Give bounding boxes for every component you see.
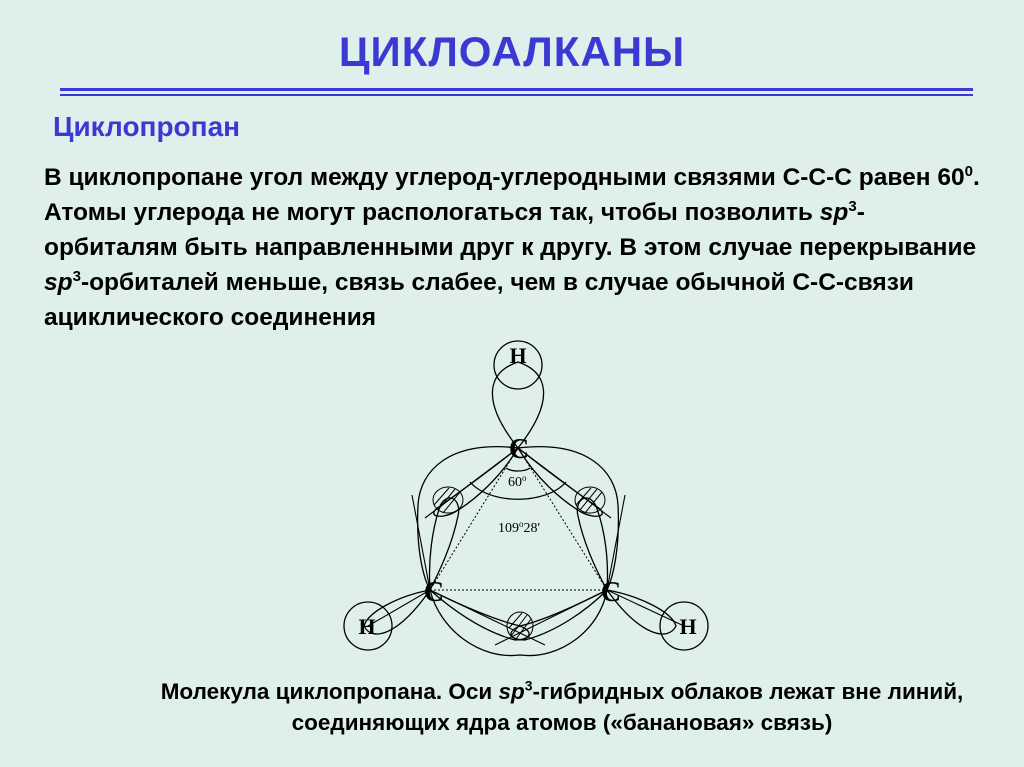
title-rule-thin xyxy=(60,94,973,96)
paragraph-sup-degree: 0 xyxy=(964,162,973,180)
angle-label-60: 60$^o$ xyxy=(508,473,527,490)
paragraph-text-3: -орбиталям быть направленными друг к другу. В этом случае перекрывание xyxy=(44,199,977,261)
paragraph-text-1: В циклопропане угол между углерод-углеродными связями С-С-С равен 60 xyxy=(44,164,965,191)
section-subtitle: Циклопропан xyxy=(53,111,241,142)
c-label-right: C xyxy=(600,577,622,608)
h-label-top: H xyxy=(509,343,527,368)
h-label-left: H xyxy=(358,614,376,639)
caption-sup-3: 3 xyxy=(524,677,533,694)
orbital-envelope-right xyxy=(518,447,618,590)
orbital-envelope-left xyxy=(418,447,518,590)
caption-sp: sp xyxy=(498,679,525,704)
slide-title: ЦИКЛОАЛКАНЫ xyxy=(338,28,686,75)
diagram-caption xyxy=(100,676,1024,738)
caption-text-2: -гибридных облаков лежат вне линий, соединяющих ядра атомов («банановая» связь) xyxy=(291,679,964,735)
caption-text-1: Молекула циклопропана. Оси xyxy=(160,679,499,704)
paragraph-text-4: -орбиталей меньше, связь слабее, чем в случае обычной С-С-связи ациклического соединения xyxy=(44,269,914,331)
orbital-envelope-bottom xyxy=(430,590,607,656)
paragraph-sup-3a: 3 xyxy=(848,197,857,215)
angle-arc-60 xyxy=(506,468,530,471)
paragraph-sp-2: sp xyxy=(44,269,73,296)
title-rule-thick xyxy=(60,88,973,91)
paragraph-sp-1: sp xyxy=(819,199,849,226)
cyclopropane-diagram xyxy=(330,335,730,670)
c-label-top: C xyxy=(508,434,530,465)
overlap-top-right xyxy=(575,487,605,513)
h-label-right: H xyxy=(679,614,697,639)
description-paragraph xyxy=(44,160,994,335)
paragraph-text-2: . Атомы углерода не могут распологаться так, чтобы позволить xyxy=(44,164,980,226)
paragraph-sup-3b: 3 xyxy=(72,267,81,285)
c-label-left: C xyxy=(423,577,445,608)
angle-label-109: 109$^o$28' xyxy=(498,519,541,536)
